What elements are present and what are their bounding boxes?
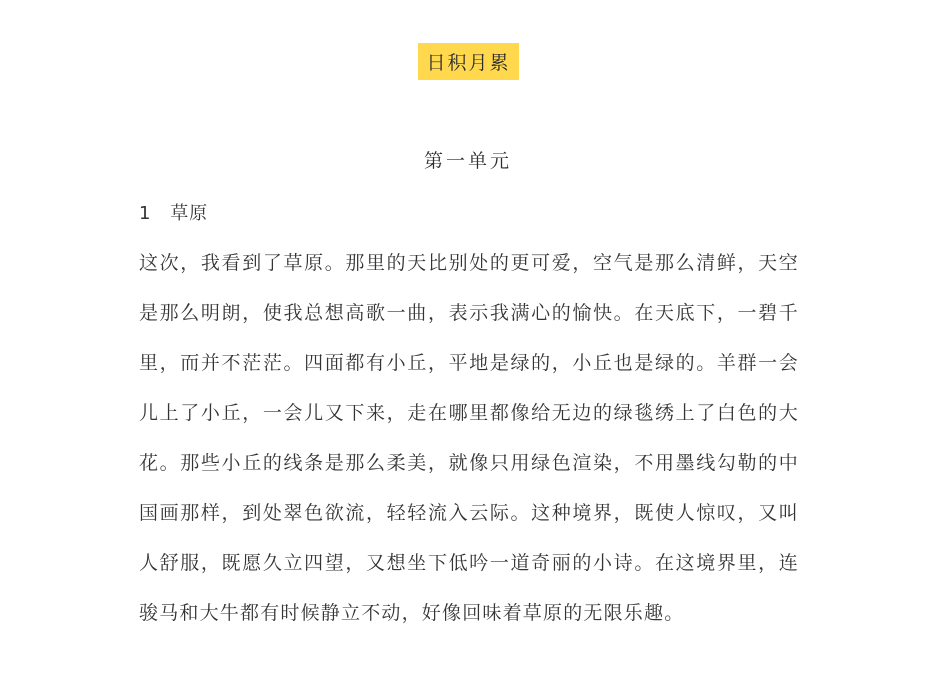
passage-text: 这次，我看到了草原。那里的天比别处的更可爱，空气是那么清鲜，天空是那么明朗，使我总想高歌一曲，表示我满心的愉快。在天底下，一碧千里，而并不茫茫。四面都有小丘，平地是绿的，小丘也是绿的。羊群一会儿上了小丘，一会儿又下来，走在哪里都像给无边的绿毯绣上了白色的大花。那些小丘的线条是那么柔美，就像只用绿色渲染，不用墨线勾勒的中国画那样，到处翠色欲流，轻轻流入云际。这种境界，既使人惊叹，又叫人舒服，既愿久立四望，又想坐下低吟一道奇丽的小诗。在这境界里，连骏马和大牛都有时候静立不动，好像回味着草原的无限乐趣。 <box>139 252 799 624</box>
title-badge-text: 日积月累 <box>426 52 511 74</box>
lesson-number: 1 <box>139 203 152 224</box>
lesson-title: 草原 <box>170 203 209 224</box>
unit-heading: 第一单元 <box>423 150 512 172</box>
lesson-heading <box>139 199 208 225</box>
title-badge <box>418 43 519 80</box>
